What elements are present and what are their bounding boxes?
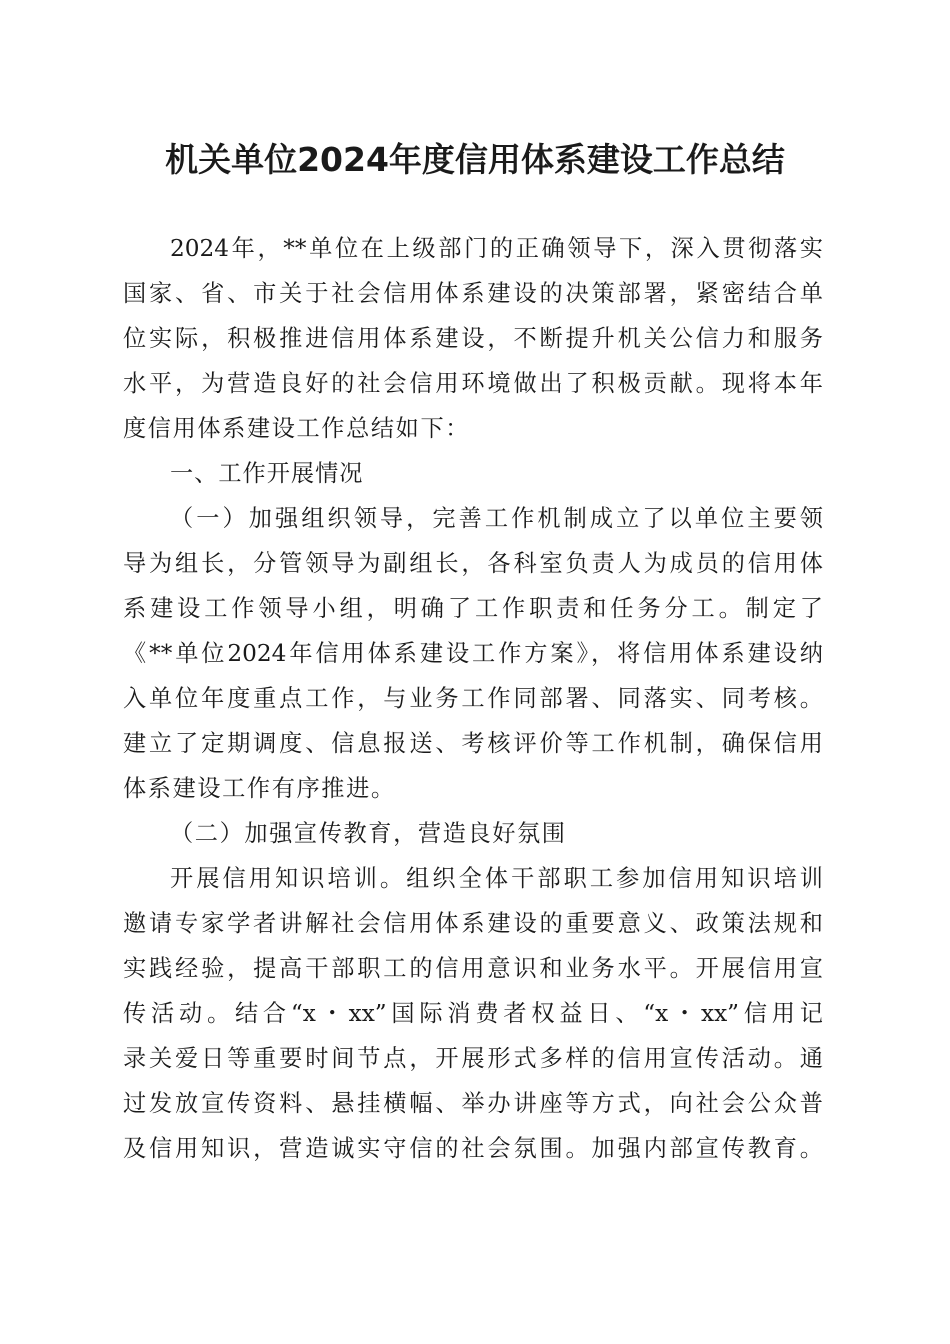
paragraph-line: 建立了定期调度、信息报送、考核评价等工作机制，确保信用 [123, 730, 823, 757]
paragraph-line: 2024年，**单位在上级部门的正确领导下，深入贯彻落实 [170, 235, 823, 262]
paragraph-line: 国家、省、市关于社会信用体系建设的决策部署，紧密结合单 [123, 280, 823, 307]
paragraph-line: 邀请专家学者讲解社会信用体系建设的重要意义、政策法规和 [123, 910, 823, 937]
paragraph-line: 度信用体系建设工作总结如下： [123, 415, 471, 442]
paragraph-line: 《**单位2024年信用体系建设工作方案》，将信用体系建设纳 [123, 640, 823, 667]
paragraph-line: 录关爱日等重要时间节点，开展形式多样的信用宣传活动。通 [123, 1045, 823, 1072]
paragraph-line: 水平，为营造良好的社会信用环境做出了积极贡献。现将本年 [123, 370, 823, 397]
paragraph-line: 导为组长，分管领导为副组长，各科室负责人为成员的信用体 [123, 550, 823, 577]
paragraph-line: 实践经验，提高干部职工的信用意识和业务水平。开展信用宣 [123, 955, 823, 982]
paragraph-line: 入单位年度重点工作，与业务工作同部署、同落实、同考核。 [123, 685, 823, 712]
document-title: 机关单位2024年度信用体系建设工作总结 [165, 140, 785, 179]
paragraph-line: 及信用知识，营造诚实守信的社会氛围。加强内部宣传教育。 [123, 1135, 823, 1162]
paragraph-line: 体系建设工作有序推进。 [123, 775, 396, 802]
paragraph-line: 过发放宣传资料、悬挂横幅、举办讲座等方式，向社会公众普 [123, 1090, 823, 1117]
paragraph-line: 传活动。结合“x・xx”国际消费者权益日、“x・xx”信用记 [123, 1000, 823, 1027]
section-heading: 一、工作开展情况 [170, 460, 364, 487]
subsection-heading: （一）加强组织领导，完善工作机制成立了以单位主要领 [170, 505, 823, 532]
paragraph-line: 位实际，积极推进信用体系建设，不断提升机关公信力和服务 [123, 325, 823, 352]
paragraph-line: 系建设工作领导小组，明确了工作职责和任务分工。制定了 [123, 595, 823, 622]
paragraph-line: 开展信用知识培训。组织全体干部职工参加信用知识培训 [170, 865, 823, 892]
subsection-heading: （二）加强宣传教育，营造良好氛围 [170, 820, 567, 847]
